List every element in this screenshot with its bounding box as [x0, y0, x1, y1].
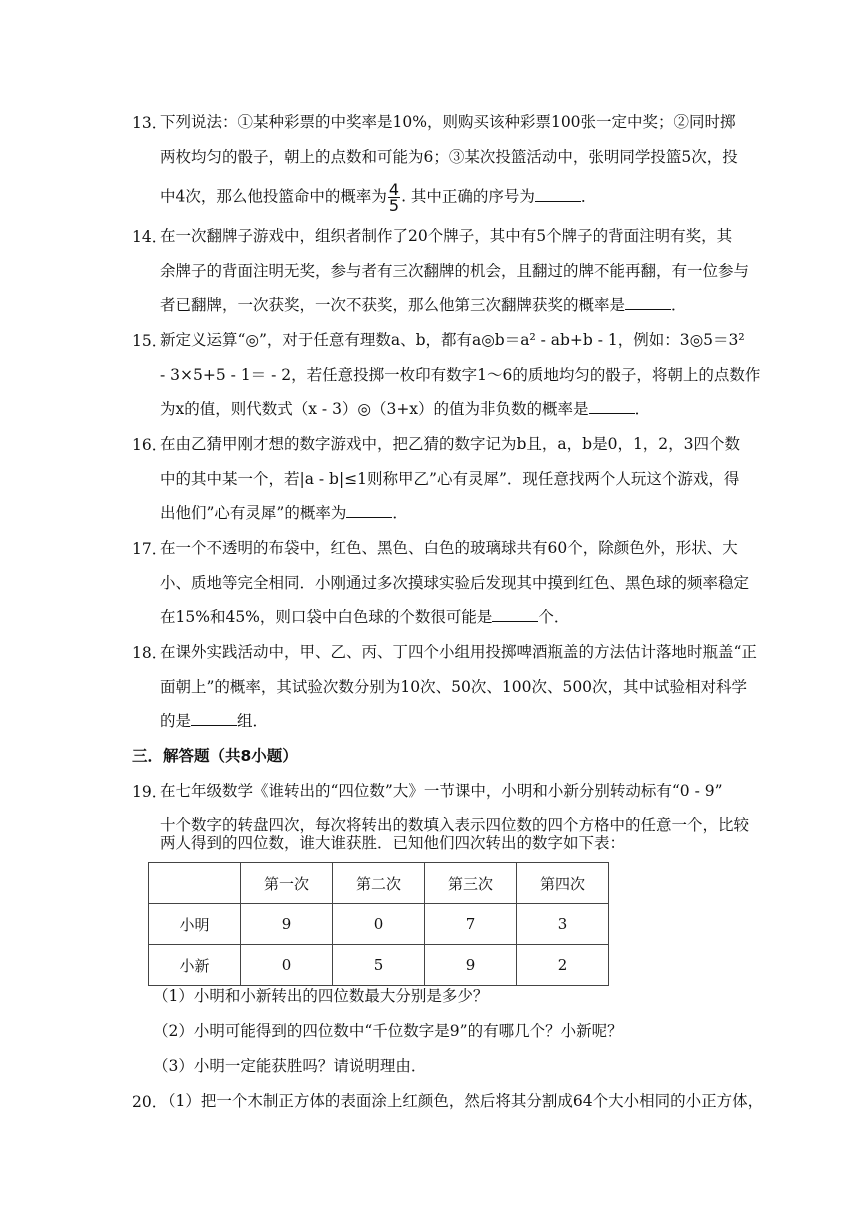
section-heading: 三．解答题（共8小题）: [132, 747, 298, 765]
q18-line-2: 面朝上”的概率，其试验次数分别为10次、50次、100次、500次，其中试验相对科学: [160, 678, 748, 696]
q16-line-3a: 出他们”心有灵犀”的概率为: [160, 504, 347, 522]
q17-line-3a: 在15%和45%，则口袋中白色球的个数很可能是: [160, 608, 493, 626]
q14-number: 14．: [132, 228, 168, 246]
q19-number: 19．: [132, 783, 168, 801]
answer-blank[interactable]: [346, 503, 392, 518]
q14-line-3b: ．: [671, 296, 687, 314]
table-header-cell: [149, 863, 241, 904]
fraction-numerator: 4: [388, 180, 400, 199]
q14-line-3: [160, 294, 687, 316]
table-cell: 9: [241, 904, 333, 945]
q19-sub-1: （1）小明和小新转出的四位数最大分别是多少？: [153, 987, 489, 1005]
q18-line-3b: 组．: [237, 712, 269, 730]
q20-number: 20．: [132, 1093, 168, 1111]
data-table: [148, 862, 609, 986]
q19-sub-2: （2）小明可能得到的四位数中“千位数字是9”的有哪几个？小新呢？: [153, 1022, 623, 1040]
q17-line-3b: 个．: [538, 608, 570, 626]
q13-line-3b: . 其中正确的序号为: [401, 187, 535, 206]
answer-blank[interactable]: [492, 607, 538, 622]
q14-line-3a: 者已翻牌，一次获奖，一次不获奖，那么他第三次翻牌获奖的概率是: [160, 296, 626, 314]
q15-number: 15．: [132, 332, 168, 350]
table-cell: 9: [425, 945, 517, 986]
table-cell: 2: [517, 945, 609, 986]
q13-line-3a: 中4次，那么他投篮命中的概率为: [160, 187, 387, 206]
q18-number: 18．: [132, 644, 168, 662]
q14-line-1: 在一次翻牌子游戏中，组织者制作了20个牌子，其中有5个牌子的背面注明有奖，其: [160, 227, 733, 245]
table-header-cell: 第二次: [333, 863, 425, 904]
q17-number: 17．: [132, 540, 168, 558]
q17-line-1: 在一个不透明的布袋中，红色、黑色、白色的玻璃球共有60个，除颜色外，形状、大: [160, 539, 738, 557]
table-cell: 小明: [149, 904, 241, 945]
q15-line-3b: ．: [634, 400, 651, 418]
table-row: [149, 945, 609, 986]
q17-line-2: 小、质地等完全相同．小刚通过多次摸球实验后发现其中摸到红色、黑色球的频率稳定: [160, 574, 750, 592]
q19-line-2: 十个数字的转盘四次，每次将转出的数填入表示四位数的四个方格中的任意一个，比较: [160, 816, 750, 834]
q16-line-1: 在由乙猜甲刚才想的数字游戏中，把乙猜的数字记为b且，a，b是0，1，2，3四个数: [160, 435, 741, 453]
q13-line-3c: ．: [580, 187, 597, 206]
q17-line-3: [160, 606, 569, 628]
q19-sub-3: （3）小明一定能获胜吗？请说明理由．: [153, 1057, 427, 1075]
table-cell: 0: [241, 945, 333, 986]
table-cell: 小新: [149, 945, 241, 986]
table-cell: 0: [333, 904, 425, 945]
q15-line-2: - 3×5+5 - 1＝ - 2，若任意投掷一枚印有数字1～6的质地均匀的骰子，将朝上的点数作: [160, 366, 761, 384]
answer-blank[interactable]: [625, 295, 671, 310]
q20-line-1: （1）把一个木制正方体的表面涂上红颜色，然后将其分割成64个大小相同的小正方体，: [160, 1092, 764, 1110]
q15-line-3: [160, 398, 650, 420]
q16-number: 16．: [132, 436, 168, 454]
q16-line-2: 中的其中某一个，若|a - b|≤1则称甲乙”心有灵犀”．现任意找两个人玩这个游戏，得: [160, 470, 740, 488]
q14-line-2: 余牌子的背面注明无奖，参与者有三次翻牌的机会，且翻过的牌不能再翻，有一位参与: [160, 262, 750, 280]
q19-line-1: 在七年级数学《谁转出的“四位数”大》一节课中，小明和小新分别转动标有“0 - 9”: [160, 782, 723, 800]
answer-blank[interactable]: [589, 399, 635, 414]
q16-line-3: [160, 502, 408, 524]
q13-line-1: 下列说法：①某种彩票的中奖率是10%，则购买该种彩票100张一定中奖；②同时掷: [160, 113, 736, 131]
answer-blank[interactable]: [191, 711, 237, 726]
fraction: [388, 182, 400, 213]
table-header-cell: 第四次: [517, 863, 609, 904]
table-header-cell: 第一次: [241, 863, 333, 904]
q13-line-3: [160, 182, 596, 213]
q18-line-1: 在课外实践活动中，甲、乙、丙、丁四个小组用投掷啤酒瓶盖的方法估计落地时瓶盖“正: [160, 643, 757, 661]
q15-line-1: 新定义运算“◎”，对于任意有理数a、b，都有a◎b＝a² - ab+b - 1，例如：3◎5＝3²: [160, 331, 745, 349]
q18-line-3: [160, 710, 268, 732]
q19-line-3: 两人得到的四位数，谁大谁获胜．已知他们四次转出的数字如下表：: [160, 834, 626, 852]
answer-blank[interactable]: [535, 187, 581, 202]
q13-number: 13．: [132, 114, 168, 132]
table-cell: 5: [333, 945, 425, 986]
q15-line-3a: 为x的值，则代数式（x - 3）◎（3+x）的值为非负数的概率是: [160, 400, 589, 418]
table-header-cell: 第三次: [425, 863, 517, 904]
q16-line-3b: ．: [392, 504, 408, 522]
fraction-denominator: 5: [388, 196, 400, 215]
table-header-row: [149, 863, 609, 904]
table-cell: 3: [517, 904, 609, 945]
table-row: [149, 904, 609, 945]
table-cell: 7: [425, 904, 517, 945]
q18-line-3a: 的是: [160, 712, 192, 730]
q13-line-2: 两枚均匀的骰子，朝上的点数和可能为6；③某次投篮活动中，张明同学投篮5次，投: [160, 148, 738, 166]
